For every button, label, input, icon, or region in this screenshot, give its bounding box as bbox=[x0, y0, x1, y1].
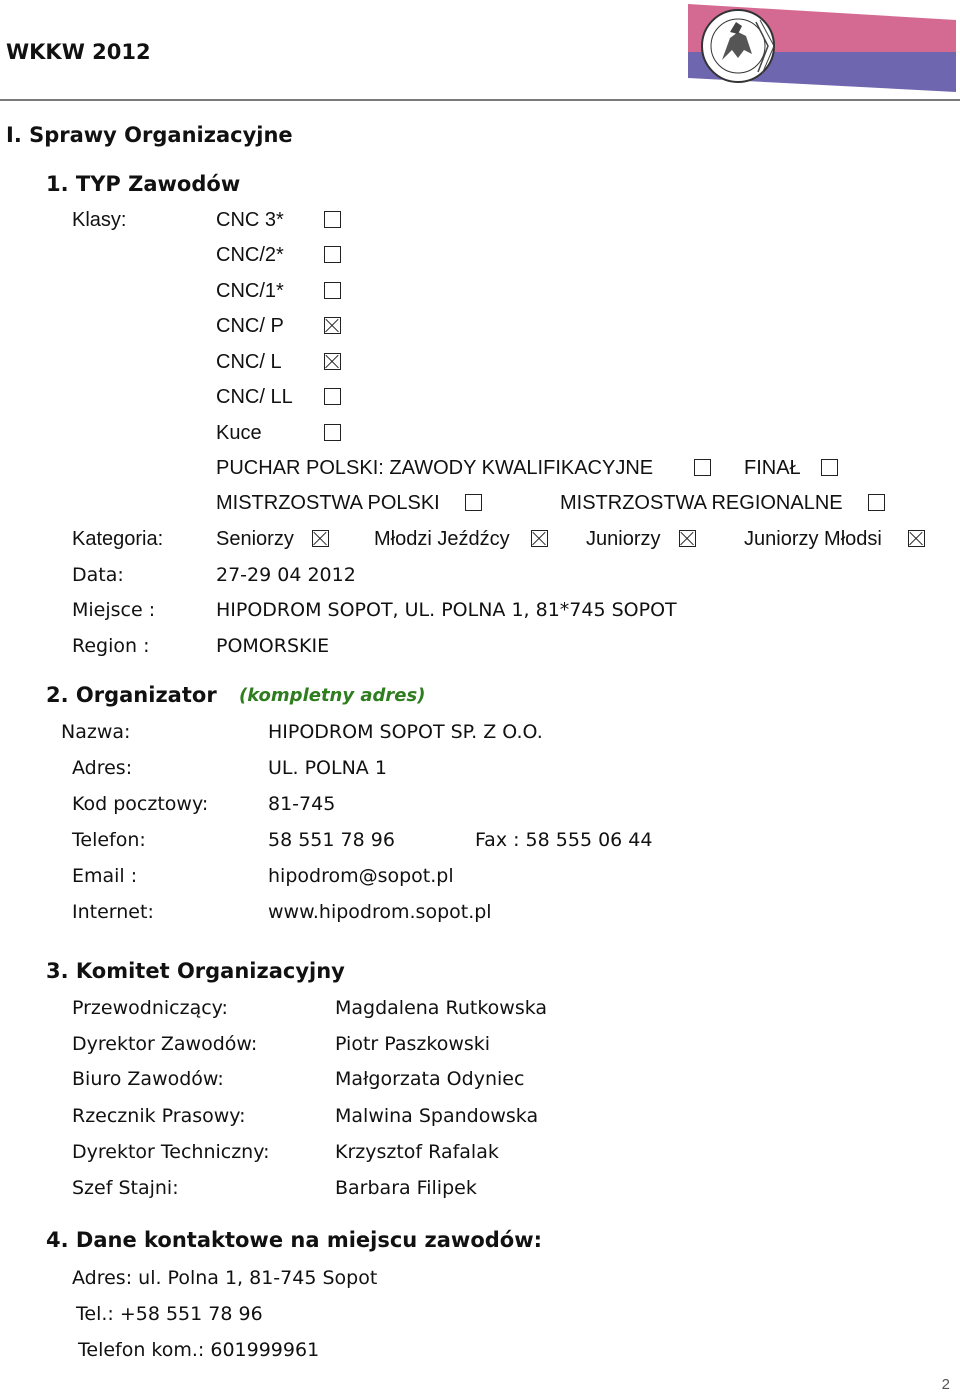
klasa-checkbox[interactable] bbox=[324, 424, 341, 441]
kontakt-heading: 4. Dane kontaktowe na miejscu zawodów: bbox=[46, 1228, 543, 1252]
mistrzostwa-regionalne-checkbox[interactable] bbox=[868, 494, 885, 511]
komitet-name: Barbara Filipek bbox=[335, 1177, 477, 1199]
internet-value[interactable]: www.hipodrom.sopot.pl bbox=[268, 901, 492, 923]
klasa-label: CNC/ LL bbox=[216, 386, 293, 408]
header-divider bbox=[0, 99, 960, 101]
mistrzostwa-regionalne-label: MISTRZOSTWA REGIONALNE bbox=[560, 492, 843, 514]
data-label: Data: bbox=[72, 564, 124, 586]
klasa-checkbox[interactable] bbox=[324, 211, 341, 228]
kod-pocztowy-value: 81-745 bbox=[268, 793, 336, 815]
komitet-role: Przewodniczący: bbox=[72, 997, 228, 1019]
mistrzostwa-polski-label: MISTRZOSTWA POLSKI bbox=[216, 492, 440, 514]
document-header-title: WKKW 2012 bbox=[6, 40, 151, 64]
klasa-label: CNC/ P bbox=[216, 315, 284, 337]
adres-label: Adres: bbox=[72, 757, 133, 779]
klasa-label: CNC 3* bbox=[216, 209, 284, 231]
komitet-heading: 3. Komitet Organizacyjny bbox=[46, 959, 345, 983]
komitet-role: Dyrektor Techniczny: bbox=[72, 1141, 270, 1163]
page-number: 2 bbox=[941, 1376, 950, 1393]
adres-value: UL. POLNA 1 bbox=[268, 757, 387, 779]
klasa-checkbox[interactable] bbox=[324, 388, 341, 405]
fax-value: Fax : 58 555 06 44 bbox=[475, 829, 653, 851]
data-value: 27-29 04 2012 bbox=[216, 564, 356, 586]
email-value[interactable]: hipodrom@sopot.pl bbox=[268, 865, 454, 887]
nazwa-label: Nazwa: bbox=[61, 721, 131, 743]
nazwa-value: HIPODROM SOPOT SP. Z O.O. bbox=[268, 721, 543, 743]
email-label: Email : bbox=[72, 865, 138, 887]
kontakt-adres: Adres: ul. Polna 1, 81-745 Sopot bbox=[72, 1267, 378, 1289]
klasa-checkbox[interactable] bbox=[324, 317, 341, 334]
kontakt-telefon-kom: Telefon kom.: 601999961 bbox=[78, 1339, 320, 1361]
kontakt-tel: Tel.: +58 551 78 96 bbox=[76, 1303, 263, 1325]
region-label: Region : bbox=[72, 635, 150, 657]
komitet-name: Magdalena Rutkowska bbox=[335, 997, 548, 1019]
komitet-role: Biuro Zawodów: bbox=[72, 1068, 224, 1090]
puchar-polski-label: PUCHAR POLSKI: ZAWODY KWALIFIKACYJNE bbox=[216, 457, 654, 479]
komitet-name: Piotr Paszkowski bbox=[335, 1033, 491, 1055]
komitet-name: Krzysztof Rafalak bbox=[335, 1141, 499, 1163]
klasa-checkbox[interactable] bbox=[324, 246, 341, 263]
kategoria-label: Kategoria: bbox=[72, 528, 164, 550]
typ-zawodow-heading: 1. TYP Zawodów bbox=[46, 172, 241, 196]
klasa-checkbox[interactable] bbox=[324, 353, 341, 370]
kategoria-checkbox[interactable] bbox=[679, 530, 696, 547]
telefon-label: Telefon: bbox=[72, 829, 146, 851]
komitet-name: Malwina Spandowska bbox=[335, 1105, 539, 1127]
telefon-value: 58 551 78 96 bbox=[268, 829, 395, 851]
komitet-role: Dyrektor Zawodów: bbox=[72, 1033, 258, 1055]
komitet-role: Szef Stajni: bbox=[72, 1177, 179, 1199]
final-checkbox[interactable] bbox=[821, 459, 838, 476]
klasa-label: Kuce bbox=[216, 422, 262, 444]
komitet-name: Małgorzata Odyniec bbox=[335, 1068, 525, 1090]
klasy-label: Klasy: bbox=[72, 209, 127, 231]
organizator-heading: 2. Organizator bbox=[46, 683, 217, 707]
internet-label: Internet: bbox=[72, 901, 154, 923]
kategoria-checkbox[interactable] bbox=[908, 530, 925, 547]
club-pennant-logo bbox=[686, 2, 958, 96]
mistrzostwa-polski-checkbox[interactable] bbox=[465, 494, 482, 511]
organizator-subtitle: (kompletny adres) bbox=[239, 685, 426, 706]
klasa-label: CNC/ L bbox=[216, 351, 282, 373]
final-label: FINAŁ bbox=[744, 457, 801, 479]
klasa-label: CNC/1* bbox=[216, 280, 284, 302]
kategoria-option-label: Młodzi Jeźdźcy bbox=[374, 528, 510, 550]
kategoria-checkbox[interactable] bbox=[531, 530, 548, 547]
section-title: I. Sprawy Organizacyjne bbox=[6, 123, 293, 147]
miejsce-label: Miejsce : bbox=[72, 599, 156, 621]
kategoria-option-label: Juniorzy Młodsi bbox=[744, 528, 882, 550]
kategoria-option-label: Seniorzy bbox=[216, 528, 294, 550]
klasa-checkbox[interactable] bbox=[324, 282, 341, 299]
klasa-label: CNC/2* bbox=[216, 244, 284, 266]
kategoria-checkbox[interactable] bbox=[312, 530, 329, 547]
miejsce-value: HIPODROM SOPOT, UL. POLNA 1, 81*745 SOPOT bbox=[216, 599, 677, 621]
komitet-role: Rzecznik Prasowy: bbox=[72, 1105, 246, 1127]
kategoria-option-label: Juniorzy bbox=[586, 528, 661, 550]
kod-pocztowy-label: Kod pocztowy: bbox=[72, 793, 209, 815]
region-value: POMORSKIE bbox=[216, 635, 330, 657]
puchar-kwalifikacyjne-checkbox[interactable] bbox=[694, 459, 711, 476]
